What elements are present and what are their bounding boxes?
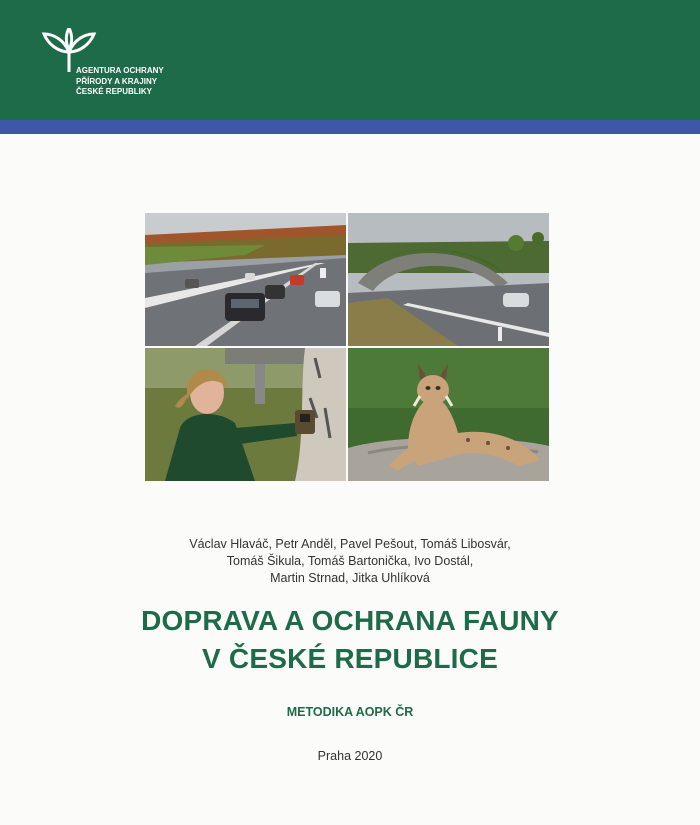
lynx-photo bbox=[348, 348, 549, 481]
org-line: AGENTURA OCHRANY bbox=[76, 66, 164, 75]
author-line: Tomáš Šikula, Tomáš Bartonička, Ivo Dostál, bbox=[226, 554, 474, 568]
author-list bbox=[0, 536, 700, 587]
org-line: PŘÍRODY A KRAJINY bbox=[76, 76, 158, 86]
organization-name bbox=[76, 66, 164, 98]
photo-collage bbox=[145, 213, 549, 481]
title-line: V ČESKÉ REPUBLICE bbox=[202, 643, 498, 674]
author-line: Václav Hlaváč, Petr Anděl, Pavel Pešout, Tomáš Libosvár, bbox=[189, 537, 511, 551]
highway-traffic-photo bbox=[145, 213, 346, 346]
header-band bbox=[0, 0, 700, 120]
place-and-year: Praha 2020 bbox=[317, 749, 383, 763]
blue-stripe bbox=[0, 120, 700, 134]
researcher-camera-trap-photo bbox=[145, 348, 346, 481]
author-line: Martin Strnad, Jitka Uhlíková bbox=[270, 571, 430, 585]
document-subtitle: METODIKA AOPK ČR bbox=[286, 705, 414, 719]
document-title bbox=[0, 602, 700, 678]
title-line: DOPRAVA A OCHRANA FAUNY bbox=[141, 605, 559, 636]
org-line: ČESKÉ REPUBLIKY bbox=[76, 87, 153, 96]
wildlife-overpass-photo bbox=[348, 213, 549, 346]
